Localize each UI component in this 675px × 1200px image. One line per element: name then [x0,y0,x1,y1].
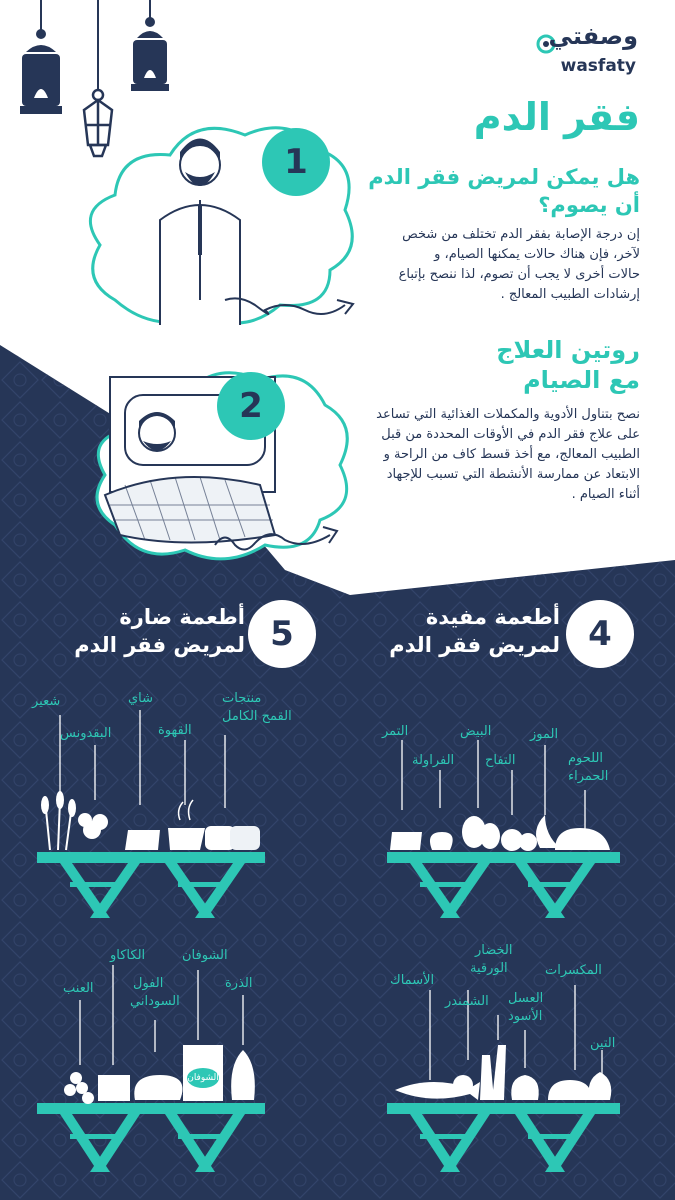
food-label: القهوة [158,723,192,738]
page-title: فقر الدم [473,95,640,139]
section-2-body-line: الابتعاد عن ممارسة الأنشطة التي تسبب للإجهاد [386,467,640,482]
food-label: الورقية [470,961,508,976]
food-label: الأسماك [390,973,435,988]
food-label: التين [590,1036,616,1051]
food-label: القمح الكامل [222,709,292,724]
food-label: اللحوم [568,751,604,766]
section-1-body-line: لآخر، فإن هناك حالات يمكنها الصيام، و [434,247,640,262]
food-label: البيض [460,724,492,739]
food-label: التمر [382,724,409,739]
section-1-question-line-2: أن يصوم؟ [538,193,640,217]
food-label: الأسود [508,1009,543,1024]
food-label: الحمراء [568,769,609,784]
section-1-question-line-1: هل يمكن لمريض فقر الدم [368,165,640,189]
table-4a [387,852,620,918]
beneficial-foods-1 [390,815,610,851]
section-1-number-badge: 1 [262,128,330,196]
food-label: الفراولة [412,753,455,768]
food-label: الكاكاو [110,948,146,963]
food-label: المكسرات [545,963,602,978]
section-5-title-line-2: لمريض فقر الدم [74,633,245,657]
food-label: شعير [32,694,61,709]
food-label: الموز [530,727,559,742]
food-label: شاي [128,691,154,706]
food-label: الفول [133,976,164,991]
section-2-body-line: أثناء الصيام . [571,487,640,502]
food-label: الخضار [475,943,513,958]
table-5b [37,1103,265,1172]
beneficial-foods-2 [395,1045,611,1100]
brand-name-english: wasfaty [560,56,636,76]
section-2-body-line: الطبيب المعالج، مع أخذ قسط كاف من الراحة و [383,447,640,462]
section-2-title-line-2: مع الصيام [523,366,640,394]
table-5a [37,852,265,918]
table-4b [387,1103,620,1172]
food-label: الشمندر [445,994,489,1009]
food-label: التفاح [485,753,516,768]
section-4-title-line-2: لمريض فقر الدم [389,633,560,657]
section-1-body-line: إن درجة الإصابة بفقر الدم تختلف من شخص [402,227,640,242]
food-label: السوداني [130,994,180,1009]
section-5-title-line-1: أطعمة ضارة [119,605,245,629]
section-2-title-line-1: روتين العلاج [496,336,640,364]
section-1-body-line: حالات أخرى لا يجب أن تصوم، لذا ننصح بإتباع [398,267,640,282]
section-2-body-line: نصح بتناول الأدوية والمكملات الغذائية التي تساعد [376,407,640,422]
section-2-body-line: على علاج فقر الدم في الأوقات المحددة من قبل [381,427,640,442]
section-4-number-badge: 4 [566,600,634,668]
brand-name-arabic: وصفتي [548,22,638,50]
food-label: منتجات [222,691,262,706]
section-2-number-badge: 2 [217,372,285,440]
oat-box-label: الشوفان [187,1073,219,1083]
food-label: الذرة [225,976,253,991]
section-1-body-line: إرشادات الطبيب المعالج . [500,287,640,302]
section-4-title-line-1: أطعمة مفيدة [425,605,560,629]
food-label: البقدونس [60,726,112,741]
food-label: الشوفان [182,948,228,963]
harmful-foods-2 [64,1045,255,1104]
food-label: العنب [63,981,94,996]
section-5-number-badge: 5 [248,600,316,668]
food-label: العسل [508,991,544,1006]
harmful-foods-1 [41,791,260,850]
